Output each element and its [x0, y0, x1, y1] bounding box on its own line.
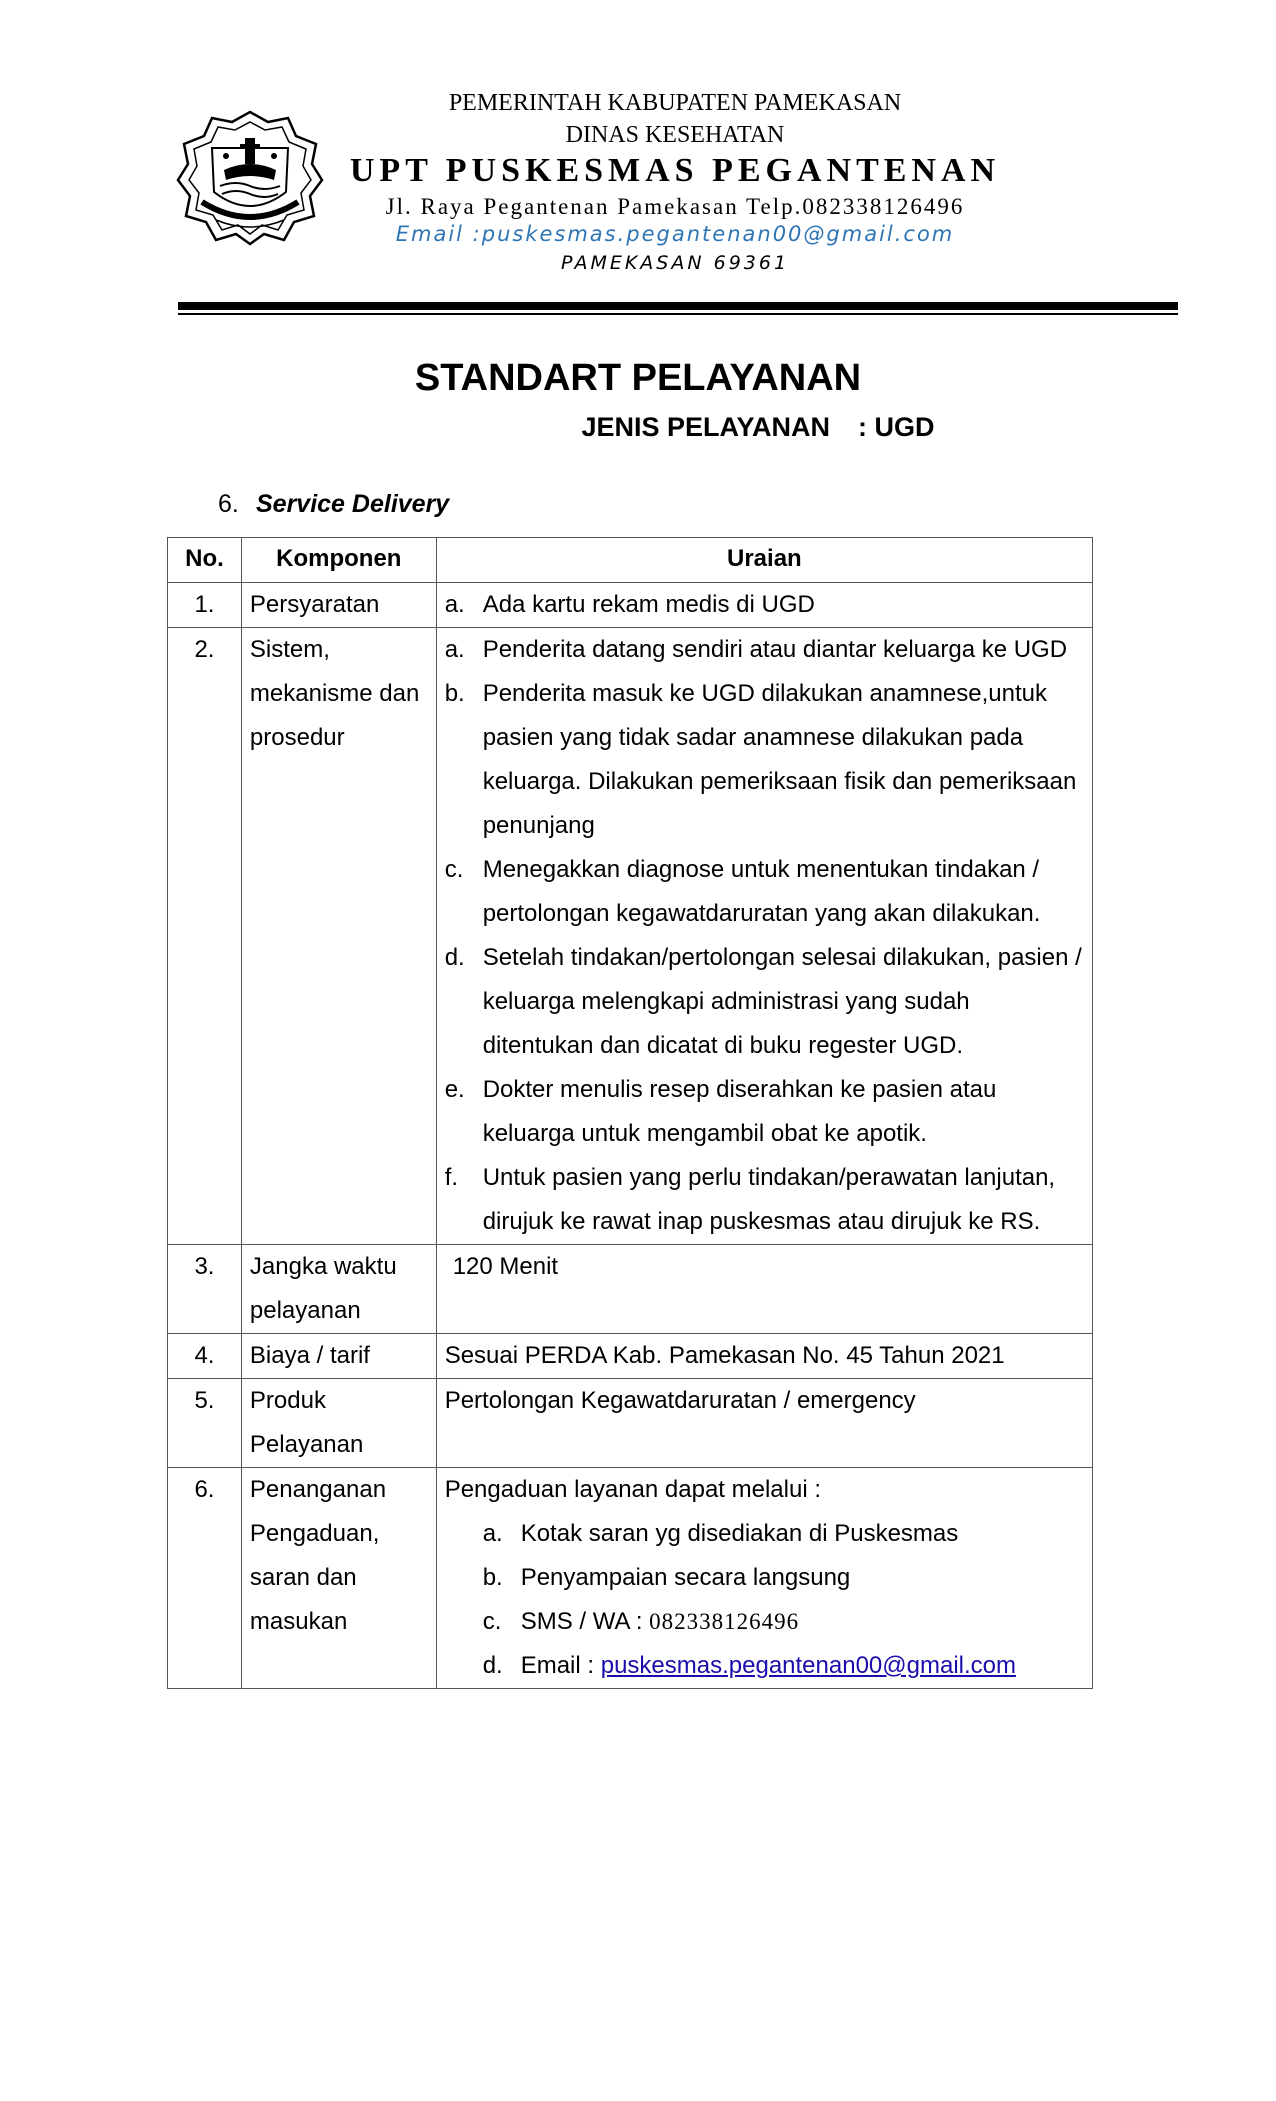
table-row: [168, 1245, 1093, 1334]
list-item-text: Menegakkan diagnose untuk menentukan tindakan / pertolongan kegawatdaruratan yang akan dilakukan.: [482, 856, 1041, 927]
letterhead-institution: UPT PUSKESMAS PEGANTENAN: [349, 152, 1001, 189]
row-number: 5.: [168, 1379, 242, 1468]
list-item-text: Ada kartu rekam medis di UGD: [482, 591, 815, 618]
list-marker: e.: [444, 1076, 465, 1103]
row-uraian: [436, 1468, 1092, 1689]
letterhead-government: PEMERINTAH KABUPATEN PAMEKASAN: [448, 90, 902, 116]
row-number: 3.: [168, 1245, 242, 1334]
section-name: Service Delivery: [256, 490, 450, 518]
letterhead-address: Jl. Raya Pegantenan Pamekasan Telp.082338126496: [385, 194, 965, 219]
list-item-text: Penderita datang sendiri atau diantar keluarga ke UGD: [482, 636, 1068, 663]
list-item: [483, 1600, 1084, 1644]
row-number: 6.: [168, 1468, 242, 1689]
list-marker: d.: [444, 944, 465, 971]
uraian-list: [445, 583, 1084, 627]
list-marker: c.: [482, 1608, 502, 1635]
table-row: [168, 1379, 1093, 1468]
uraian-list: [445, 628, 1084, 1244]
row-number: 4.: [168, 1334, 242, 1379]
list-item: [445, 672, 1084, 848]
table-row: [168, 1468, 1093, 1689]
list-marker: c.: [444, 856, 464, 883]
row-uraian: [436, 583, 1092, 628]
row-uraian: [436, 628, 1092, 1245]
list-item-text: Penyampaian secara langsung: [520, 1564, 851, 1591]
letterhead-divider-thick: [178, 302, 1178, 310]
header-uraian: Uraian: [436, 538, 1092, 583]
list-item: [445, 1156, 1084, 1244]
list-marker: a.: [444, 636, 465, 663]
row-komponen: Penanganan Pengaduan, saran dan masukan: [241, 1468, 436, 1689]
page-title: STANDART PELAYANAN: [414, 357, 862, 399]
letterhead-email: Email :puskesmas.pegantenan00@gmail.com: [395, 222, 955, 246]
email-link[interactable]: puskesmas.pegantenan00@gmail.com: [600, 1652, 1016, 1679]
complaint-channel-list: [483, 1512, 1084, 1688]
header-komponen: Komponen: [241, 538, 436, 583]
list-item-text: Kotak saran yg disediakan di Puskesmas: [520, 1520, 959, 1547]
list-marker: f.: [444, 1164, 459, 1191]
row-komponen: Produk Pelayanan: [241, 1379, 436, 1468]
page-subtitle: [120, 412, 1276, 443]
subtitle-value: : UGD: [858, 412, 935, 442]
list-item: [445, 1068, 1084, 1156]
list-item: [483, 1512, 1084, 1556]
list-item-text: Dokter menulis resep diserahkan ke pasien atau keluarga untuk mengambil obat ke apotik.: [482, 1076, 997, 1147]
complaint-intro: Pengaduan layanan dapat melalui :: [444, 1476, 821, 1503]
row-komponen: Persyaratan: [241, 583, 436, 628]
list-item-text: SMS / WA :: [520, 1608, 650, 1635]
table-header-row: [168, 538, 1093, 583]
row-komponen: Biaya / tarif: [241, 1334, 436, 1379]
uraian-text: 120 Menit: [452, 1253, 559, 1280]
list-item: [445, 848, 1084, 936]
row-uraian: [436, 1245, 1092, 1334]
list-marker: b.: [444, 680, 465, 707]
list-item: [445, 936, 1084, 1068]
list-item: [445, 628, 1084, 672]
table-row: [168, 628, 1093, 1245]
letterhead-department: DINAS KESEHATAN: [565, 122, 785, 148]
service-delivery-table: [167, 537, 1093, 1689]
row-komponen: Sistem, mekanisme dan prosedur: [241, 628, 436, 1245]
section-heading: [218, 490, 449, 519]
letterhead-city: PAMEKASAN 69361: [560, 252, 790, 274]
list-marker: a.: [482, 1520, 503, 1547]
list-item: [445, 583, 1084, 627]
row-number: 2.: [168, 628, 242, 1245]
list-marker: a.: [444, 591, 465, 618]
subtitle-label: JENIS PELAYANAN: [581, 412, 831, 442]
row-komponen: Jangka waktu pelayanan: [241, 1245, 436, 1334]
list-item-text: Untuk pasien yang perlu tindakan/perawatan lanjutan, dirujuk ke rawat inap puskesmas atau dirujuk ke RS.: [482, 1164, 1056, 1235]
list-item-text: Email :: [520, 1652, 601, 1679]
section-number: 6.: [218, 490, 239, 518]
table-row: [168, 583, 1093, 628]
phone-number: 082338126496: [649, 1609, 800, 1634]
list-marker: d.: [482, 1652, 503, 1679]
list-item: [483, 1644, 1084, 1688]
kabupaten-pamekasan-seal-icon: [176, 108, 324, 246]
row-uraian: Sesuai PERDA Kab. Pamekasan No. 45 Tahun 2021: [436, 1334, 1092, 1379]
letterhead-divider-thin: [178, 313, 1178, 315]
list-marker: b.: [482, 1564, 503, 1591]
header-no: No.: [168, 538, 242, 583]
list-item-text: Penderita masuk ke UGD dilakukan anamnese,untuk pasien yang tidak sadar anamnese dilakukan pada keluarga. Dilakukan pemeriksaan fisik dan pemeriksaan penunjang: [482, 680, 1077, 839]
list-item-text: Setelah tindakan/pertolongan selesai dilakukan, pasien / keluarga melengkapi administrasi yang sudah ditentukan dan dicatat di buku regester UGD.: [482, 944, 1082, 1059]
list-item: [483, 1556, 1084, 1600]
row-uraian: Pertolongan Kegawatdaruratan / emergency: [436, 1379, 1092, 1468]
table-row: [168, 1334, 1093, 1379]
row-number: 1.: [168, 583, 242, 628]
